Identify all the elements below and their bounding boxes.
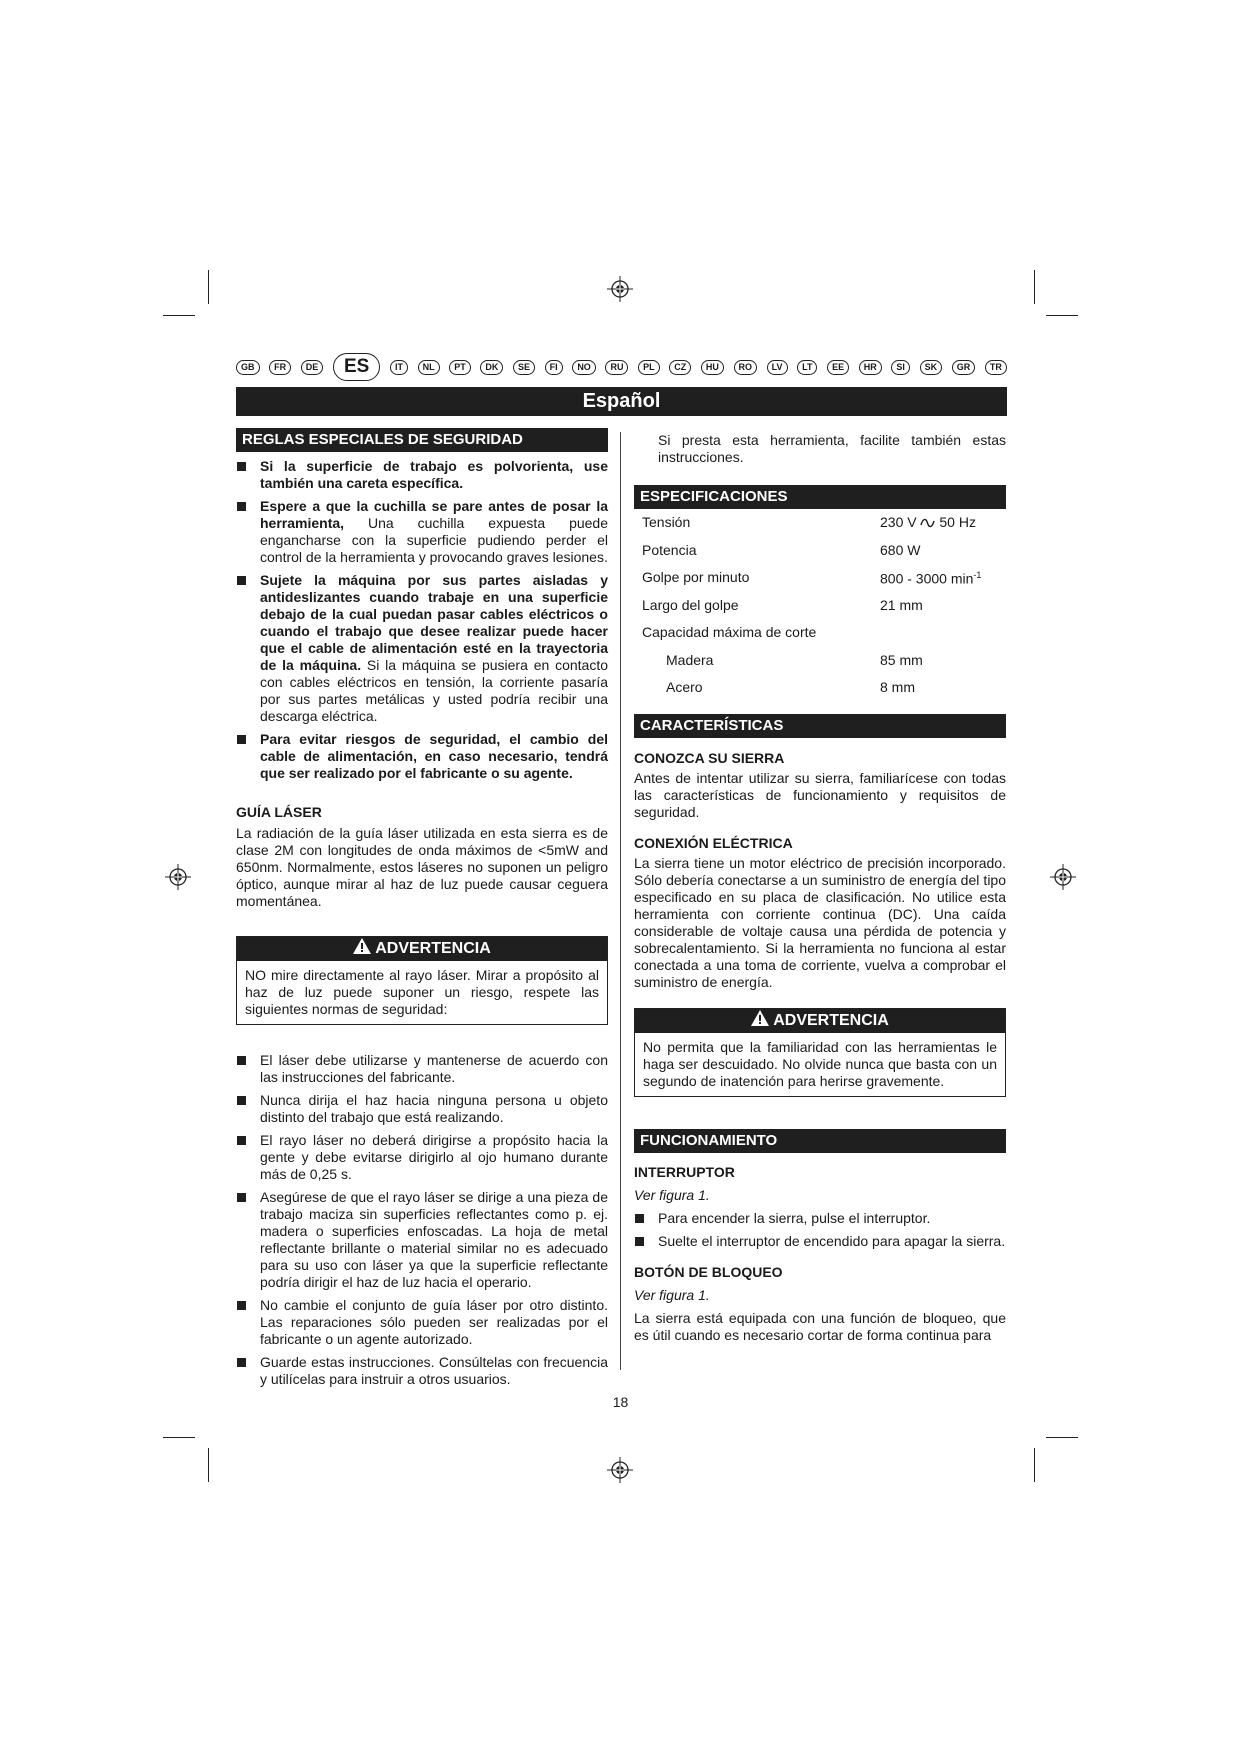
subheading-interruptor: INTERRUPTOR [634,1163,735,1180]
registration-mark-icon [165,864,191,890]
crop-mark [1046,1437,1078,1438]
right-column [634,432,1006,1344]
list-item [236,731,608,782]
warning-icon [751,1010,769,1026]
language-tab[interactable]: FI [545,360,563,375]
bullet-bold-text: Para evitar riesgos de seguridad, el cambio del cable de alimentación, en caso necesario, tendrá que ser realizado por el fabricante o su agente. [260,731,608,781]
paragraph: Antes de intentar utilizar su sierra, familiarícese con todas las características de funcionamiento y requisitos de seguridad. [634,769,1006,820]
spec-value-text: 800 - 3000 min [880,571,974,588]
list-item [236,498,608,566]
bullet-text: Una cuchilla expuesta puede engancharse con la superficie pudiendo perder el control de la herramienta y provocando graves lesiones. [260,515,608,565]
language-tab[interactable]: RU [605,360,628,375]
spec-unit-text: 50 Hz [939,514,976,531]
spec-label: Acero [666,679,703,696]
language-tab[interactable]: GB [236,360,260,375]
language-tab[interactable]: HU [701,360,724,375]
crop-mark [1034,270,1035,304]
language-tab[interactable]: NL [418,360,440,375]
table-row [634,674,1006,702]
paragraph-intro: Si presta esta herramienta, facilite también estas instrucciones. [658,432,1006,465]
warning-text: NO mire directamente al rayo láser. Mirar a propósito al haz de luz puede suponer un riesgo, respete las siguientes normas de seguridad: [245,967,599,1017]
list-item: Suelte el interruptor de encendido para apagar la sierra. [634,1233,1006,1250]
spec-value-text: 230 V [880,514,917,531]
list-item: El láser debe utilizarse y mantenerse de acuerdo con las instrucciones del fabricante. [236,1052,608,1086]
crop-mark [1046,315,1078,316]
warning-label: ADVERTENCIA [773,1011,889,1029]
subheading-guia-laser: GUÍA LÁSER [236,804,322,820]
warning-box [634,1008,1006,1097]
figure-reference: Ver figura 1. [634,1286,710,1303]
spec-value [880,509,1006,537]
language-tab[interactable]: EE [827,360,849,375]
section-heading-funcionamiento: FUNCIONAMIENTO [634,1129,1006,1153]
table-row [634,564,1006,592]
table-row [634,509,1006,537]
spec-label: Golpe por minuto [642,569,750,586]
language-tab[interactable]: PL [638,360,660,375]
warning-header [237,937,607,961]
spec-value: 680 W [880,541,921,558]
language-tab[interactable]: DK [480,360,503,375]
spec-label: Capacidad máxima de corte [642,624,817,641]
crop-mark [208,270,209,304]
spec-label: Potencia [642,541,697,558]
spec-superscript: -1 [973,570,982,581]
column-divider [620,432,621,1370]
spec-label: Tensión [642,514,691,531]
figure-reference: Ver figura 1. [634,1186,710,1203]
bullet-bold-text: Espere a que la cuchilla se pare antes de posar la herramienta, [260,498,608,531]
language-tab[interactable]: LT [797,360,817,375]
list-item: No cambie el conjunto de guía láser por otro distinto. Las reparaciones sólo pueden ser realizadas por el fabricante o un agente autorizado. [236,1297,608,1348]
language-tab[interactable]: NO [572,360,596,375]
list-item: El rayo láser no deberá dirigirse a propósito hacia la gente y debe evitarse dirigirlo al ojo humano durante más de 0,25 s. [236,1132,608,1183]
list-item: Asegúrese de que el rayo láser se dirige a una pieza de trabajo maciza sin superficies reflectantes como p. ej. madera o superficies enfoscadas. La hoja de metal reflectante brillante o material similar no es adecuado para su uso con láser ya que la superficie reflectante podría dirigir el haz de luz hacia el operario. [236,1189,608,1291]
subheading-conexion: CONEXIÓN ELÉCTRICA [634,834,793,851]
language-tab[interactable]: HR [859,360,882,375]
crop-mark [208,1448,209,1482]
spec-value: 8 mm [880,679,915,696]
spec-label: Largo del golpe [642,596,739,613]
bullet-bold-text: Si la superficie de trabajo es polvorienta, use también una careta específica. [260,458,608,491]
list-item: Nunca dirija el haz hacia ninguna persona u objeto distinto del trabajo que está realizando. [236,1092,608,1126]
list-item: Guarde estas instrucciones. Consúltelas con frecuencia y utilícelas para instruir a otros usuarios. [236,1354,608,1388]
language-bar [236,352,1007,382]
crop-mark [163,1437,195,1438]
registration-mark-icon [607,276,633,302]
language-tab[interactable]: LV [767,360,788,375]
language-tab[interactable]: RO [734,360,758,375]
crop-mark [1034,1448,1035,1482]
spec-value [880,619,1006,647]
spec-label: Madera [666,651,714,668]
page-title: Español [236,387,1007,416]
section-heading-reglas: REGLAS ESPECIALES DE SEGURIDAD [236,428,608,452]
table-row [634,537,1006,565]
language-tab[interactable]: SK [920,360,943,375]
bullet-bold-text: Sujete la máquina por sus partes aisladas y antideslizantes cuando trabaje en una superficie debajo de la cual puedan pasar cables eléctricos o cuando el trabajo que desee realizar puede hacer que el cable de alimentación esté en la trayectoria de la máquina. [260,572,608,673]
registration-mark-icon [607,1457,633,1483]
specs-table [634,509,1006,702]
spec-value: 85 mm [880,651,923,668]
table-row [634,592,1006,620]
section-heading-caracteristicas: CARACTERÍSTICAS [634,714,1006,738]
paragraph: La sierra está equipada con una función de bloqueo, que es útil cuando es necesario cortar de forma continua para [634,1309,1006,1343]
language-tab[interactable]: FR [269,360,291,375]
paragraph: La radiación de la guía láser utilizada en esta sierra es de clase 2M con longitudes de onda máximos de <5mW and 650nm. Normalmente, estos láseres no suponen un peligro óptico, aunque mirar al haz de luz puede causar ceguera momentánea. [236,825,608,909]
crop-mark [163,315,195,316]
language-tab[interactable]: GR [952,360,976,375]
table-row [634,619,1006,647]
warning-label: ADVERTENCIA [375,940,491,957]
language-tab[interactable]: SE [513,360,535,375]
language-tab-active[interactable]: ES [333,353,380,381]
language-tab[interactable]: CZ [669,360,691,375]
list-item [236,458,608,492]
paragraph: La sierra tiene un motor eléctrico de precisión incorporado. Sólo debería conectarse a un suministro de energía del tipo especificado en su placa de clasificación. No utilice esta herramienta con corriente continua (DC). Una caída considerable de voltaje causa una pérdida de potencia y sobrecalentamiento. Si la herramienta no funciona al estar conectada a una toma de corriente, vuelva a comprobar el suministro de energía. [634,854,1006,990]
warning-icon [353,938,371,954]
ac-symbol-icon [920,518,935,528]
language-tab[interactable]: SI [891,360,910,375]
table-row [634,647,1006,675]
spec-value: 21 mm [880,596,923,613]
list-item: Para encender la sierra, pulse el interruptor. [634,1210,1006,1227]
warning-box [236,936,608,1025]
warning-text: No permita que la familiaridad con las herramientas le haga ser descuidado. No olvide nunca que basta con un segundo de inatención para herirse gravemente. [643,1038,997,1089]
bullet-text: Si la máquina se pusiera en contacto con cables eléctricos en tensión, la corriente pasaría por sus partes metálicas y usted podría recibir una descarga eléctrica. [260,657,608,724]
left-column [236,428,608,1388]
warning-header [635,1009,1005,1033]
subheading-boton-bloqueo: BOTÓN DE BLOQUEO [634,1263,783,1280]
language-tab[interactable]: PT [449,360,471,375]
section-heading-especificaciones: ESPECIFICACIONES [634,485,1006,509]
spec-value [880,564,1006,592]
language-tab[interactable]: TR [985,360,1007,375]
page-number: 18 [612,1394,629,1410]
language-tab[interactable]: IT [390,360,408,375]
registration-mark-icon [1050,864,1076,890]
subheading-conozca: CONOZCA SU SIERRA [634,749,785,766]
list-item [236,572,608,725]
language-tab[interactable]: DE [301,360,324,375]
